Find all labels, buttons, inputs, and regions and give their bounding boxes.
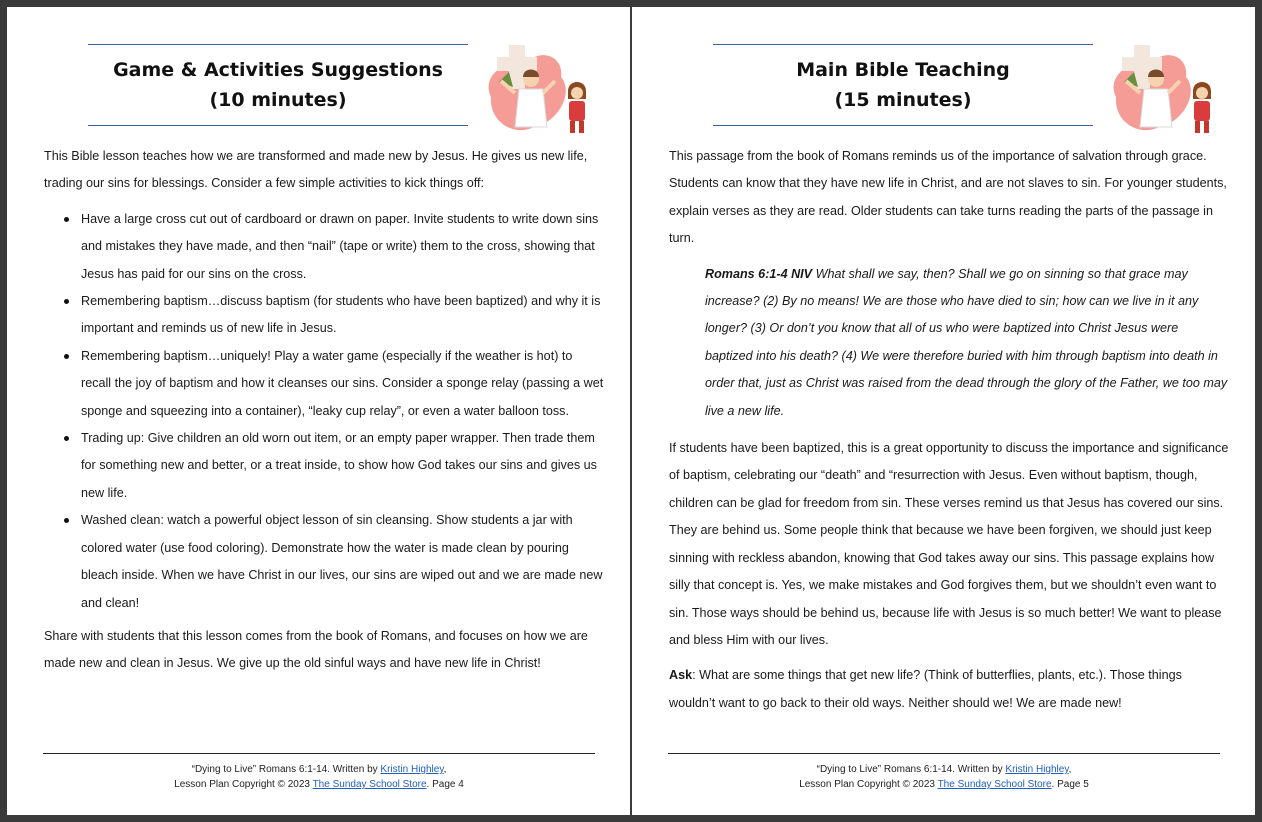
footer-copyright: Lesson Plan Copyright © 2023 bbox=[174, 779, 313, 790]
footer-divider bbox=[43, 753, 595, 754]
footer-credit: “Dying to Live” Romans 6:1-14. Written by bbox=[816, 764, 1006, 775]
store-link[interactable]: The Sunday School Store bbox=[312, 779, 427, 790]
author-link[interactable]: Kristin Highley bbox=[1005, 764, 1069, 775]
lesson-body bbox=[44, 143, 604, 686]
footer-comma: , bbox=[443, 764, 447, 775]
intro-paragraph: This Bible lesson teaches how we are transformed and made new by Jesus. He gives us new life, trading our sins for blessings. Consider a few simple activities to kick things off: bbox=[44, 149, 588, 191]
page-5 bbox=[632, 7, 1255, 815]
page-footer bbox=[668, 762, 1220, 792]
scripture-passage bbox=[705, 261, 1229, 425]
page-4 bbox=[7, 7, 630, 815]
list-item: Washed clean: watch a powerful object lesson of sin cleansing. Show students a jar with colored water (use food coloring). Demonstrate how the water is made clean by pouring bleach inside. When we have Christ in our lives, our sins are wiped out and we are made new and clean! bbox=[44, 507, 604, 617]
title-line-1: Game & Activities Suggestions bbox=[113, 59, 443, 81]
footer-comma: , bbox=[1068, 764, 1072, 775]
intro-paragraph: This passage from the book of Romans reminds us of the importance of salvation through grace. Students can know that they have new life in Christ, and are not slaves to sin. For younger students, explain verses as they are read. Older students can take turns reading the parts of the passage in turn. bbox=[669, 149, 1227, 246]
verse-reference: Romans 6:1-4 NIV bbox=[705, 266, 813, 281]
closing-paragraph: Share with students that this lesson comes from the book of Romans, and focuses on how we are made new and clean in Jesus. We give up the old sinful ways and have new life in Christ! bbox=[44, 628, 588, 671]
ask-paragraph bbox=[669, 662, 1229, 717]
page-footer bbox=[43, 762, 595, 792]
list-item: Have a large cross cut out of cardboard or drawn on paper. Invite students to write down sins and mistakes they have made, and then “nail” (tape or write) them to the cross, showing that Jesus has paid for our sins on the cross. bbox=[44, 206, 604, 288]
discussion-paragraph: If students have been baptized, this is a great opportunity to discuss the importance and significance of baptism, celebrating our “death” and “resurrection with Jesus. Even without baptism, though, children can be glad for freedom from sin. These verses remind us that Jesus has covered our sins. They are behind us. Some people think that because we have been forgiven, we should just keep sinning with reckless abandon, knowing that God takes away our sins. This passage explains how silly that concept is. Yes, we make mistakes and God forgives them, but we shouldn’t even want to sin. Those ways should be behind us, because life with Jesus is so much better! We want to please and bless Him with our lives. bbox=[669, 441, 1229, 647]
ask-label: Ask bbox=[669, 668, 693, 683]
activity-list bbox=[44, 206, 604, 617]
lesson-body bbox=[669, 143, 1229, 725]
jesus-child-illustration bbox=[479, 37, 595, 137]
title-line-1: Main Bible Teaching bbox=[796, 59, 1010, 81]
store-link[interactable]: The Sunday School Store bbox=[937, 779, 1052, 790]
footer-divider bbox=[668, 753, 1220, 754]
footer-copyright: Lesson Plan Copyright © 2023 bbox=[799, 779, 938, 790]
footer-credit: “Dying to Live” Romans 6:1-14. Written by bbox=[191, 764, 381, 775]
section-title bbox=[713, 44, 1093, 126]
page-number: . Page 4 bbox=[426, 779, 464, 790]
list-item: Trading up: Give children an old worn out item, or an empty paper wrapper. Then trade them for something new and better, or a treat inside, to show how God takes our sins and gives us new life. bbox=[44, 425, 604, 507]
list-item: Remembering baptism…discuss baptism (for students who have been baptized) and why it is important and reminds us of new life in Jesus. bbox=[44, 288, 604, 343]
section-title bbox=[88, 44, 468, 126]
page-number: . Page 5 bbox=[1051, 779, 1089, 790]
verse-text: What shall we say, then? Shall we go on sinning so that grace may increase? (2) By no means! We are those who have died to sin; how can we live in it any longer? (3) Or don’t you know that all of us who were baptized into Christ Jesus were baptized into his death? (4) We were therefore buried with him through baptism into death in order that, just as Christ was raised from the dead through the glory of the Father, we too may live a new life. bbox=[705, 266, 1228, 418]
title-line-2: (15 minutes) bbox=[834, 89, 972, 111]
title-line-2: (10 minutes) bbox=[209, 89, 347, 111]
jesus-child-illustration bbox=[1104, 37, 1220, 137]
list-item: Remembering baptism…uniquely! Play a water game (especially if the weather is hot) to recall the joy of baptism and how it cleanses our sins. Consider a sponge relay (passing a wet sponge and squeezing into a container), “leaky cup relay”, or even a water balloon toss. bbox=[44, 343, 604, 425]
ask-text: : What are some things that get new life? (Think of butterflies, plants, etc.). Those things wouldn’t want to go back to their old ways. Neither should we! We are made new! bbox=[669, 668, 1182, 710]
author-link[interactable]: Kristin Highley bbox=[380, 764, 444, 775]
